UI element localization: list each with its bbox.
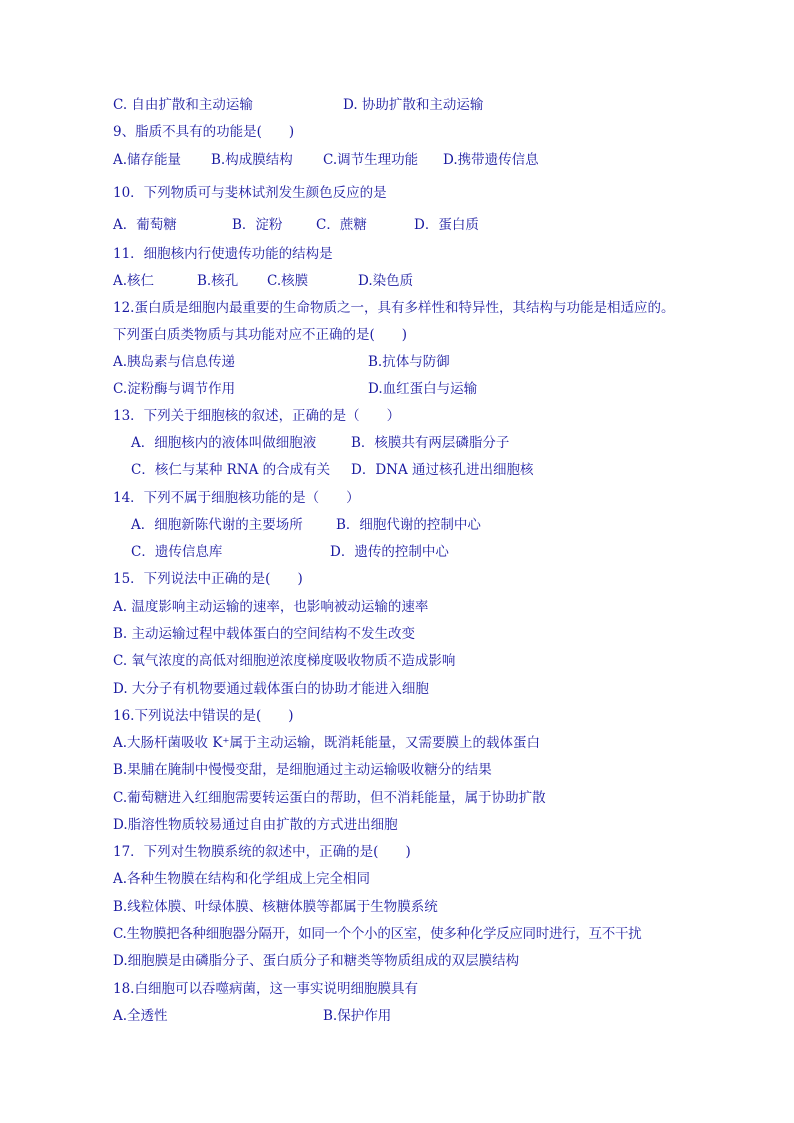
q11-option-a: A.核仁 <box>113 273 155 289</box>
q14-option-c: C．遗传信息库 <box>131 544 223 560</box>
q10-option-b: B．淀粉 <box>232 217 283 233</box>
q13-stem: 13．下列关于细胞核的叙述，正确的是（ ） <box>113 408 401 424</box>
q8-option-d: D. 协助扩散和主动运输 <box>343 97 484 113</box>
q15-option-a: A. 温度影响主动运输的速率，也影响被动运输的速率 <box>113 599 429 615</box>
q16-option-a: A.大肠杆菌吸收 K⁺属于主动运输，既消耗能量，又需要膜上的载体蛋白 <box>113 735 541 751</box>
q15-option-c: C. 氧气浓度的高低对细胞逆浓度梯度吸收物质不造成影响 <box>113 653 456 669</box>
q11-option-d: D.染色质 <box>358 273 414 289</box>
q15-stem: 15．下列说法中正确的是( ) <box>113 571 303 587</box>
q14-option-a: A．细胞新陈代谢的主要场所 <box>131 517 303 533</box>
q9-option-c: C.调节生理功能 <box>323 152 419 168</box>
q18-option-b: B.保护作用 <box>323 1008 392 1024</box>
q16-option-b: B.果脯在腌制中慢慢变甜，是细胞通过主动运输吸收糖分的结果 <box>113 762 492 778</box>
q12-stem-1: 12.蛋白质是细胞内最重要的生命物质之一，具有多样性和特异性，其结构与功能是相适应的。 <box>113 300 675 316</box>
q12-stem-2: 下列蛋白质类物质与其功能对应不正确的是( ) <box>113 327 408 343</box>
q11-option-c: C.核膜 <box>267 273 309 289</box>
q9-option-a: A.储存能量 <box>113 152 182 168</box>
q10-option-a: A．葡萄糖 <box>113 217 177 233</box>
q14-option-b: B．细胞代谢的控制中心 <box>336 517 481 533</box>
q17-option-c: C.生物膜把各种细胞器分隔开，如同一个个小的区室，使多种化学反应同时进行，互不干扰 <box>113 926 642 942</box>
q18-stem: 18.白细胞可以吞噬病菌，这一事实说明细胞膜具有 <box>113 981 418 997</box>
q11-option-b: B.核孔 <box>197 273 239 289</box>
q11-stem: 11．细胞核内行使遗传功能的结构是 <box>113 246 333 262</box>
q13-option-a: A．细胞核内的液体叫做细胞液 <box>131 435 317 451</box>
q12-option-b: B.抗体与防御 <box>368 354 450 370</box>
q15-option-b: B. 主动运输过程中载体蛋白的空间结构不发生改变 <box>113 626 416 642</box>
q12-option-d: D.血红蛋白与运输 <box>368 381 478 397</box>
q14-option-d: D．遗传的控制中心 <box>330 544 449 560</box>
q9-option-d: D.携带遗传信息 <box>443 152 539 168</box>
q13-option-c: C．核仁与某种 RNA 的合成有关 <box>131 462 331 478</box>
q16-option-c: C.葡萄糖进入红细胞需要转运蛋白的帮助，但不消耗能量，属于协助扩散 <box>113 790 546 806</box>
q14-stem: 14．下列不属于细胞核功能的是（ ） <box>113 490 360 506</box>
q16-stem: 16.下列说法中错误的是( ) <box>113 708 294 724</box>
q18-option-a: A.全透性 <box>113 1008 168 1024</box>
q13-option-d: D．DNA 通过核孔进出细胞核 <box>351 462 534 478</box>
q17-stem: 17．下列对生物膜系统的叙述中，正确的是( ) <box>113 844 411 860</box>
q8-option-c: C. 自由扩散和主动运输 <box>113 97 253 113</box>
q12-option-a: A.胰岛素与信息传递 <box>113 354 236 370</box>
q17-option-a: A.各种生物膜在结构和化学组成上完全相同 <box>113 871 371 887</box>
q9-option-b: B.构成膜结构 <box>211 152 293 168</box>
q10-stem: 10．下列物质可与斐林试剂发生颜色反应的是 <box>113 185 387 201</box>
q9-stem: 9、脂质不具有的功能是( ) <box>113 124 295 140</box>
q15-option-d: D. 大分子有机物要通过载体蛋白的协助才能进入细胞 <box>113 681 429 697</box>
q10-option-c: C．蔗糖 <box>316 217 367 233</box>
q16-option-d: D.脂溶性物质较易通过自由扩散的方式进出细胞 <box>113 817 398 833</box>
q17-option-b: B.线粒体膜、叶绿体膜、核糖体膜等都属于生物膜系统 <box>113 899 438 915</box>
q13-option-b: B．核膜共有两层磷脂分子 <box>351 435 510 451</box>
q17-option-d: D.细胞膜是由磷脂分子、蛋白质分子和糖类等物质组成的双层膜结构 <box>113 953 520 969</box>
q10-option-d: D．蛋白质 <box>414 217 479 233</box>
q12-option-c: C.淀粉酶与调节作用 <box>113 381 236 397</box>
